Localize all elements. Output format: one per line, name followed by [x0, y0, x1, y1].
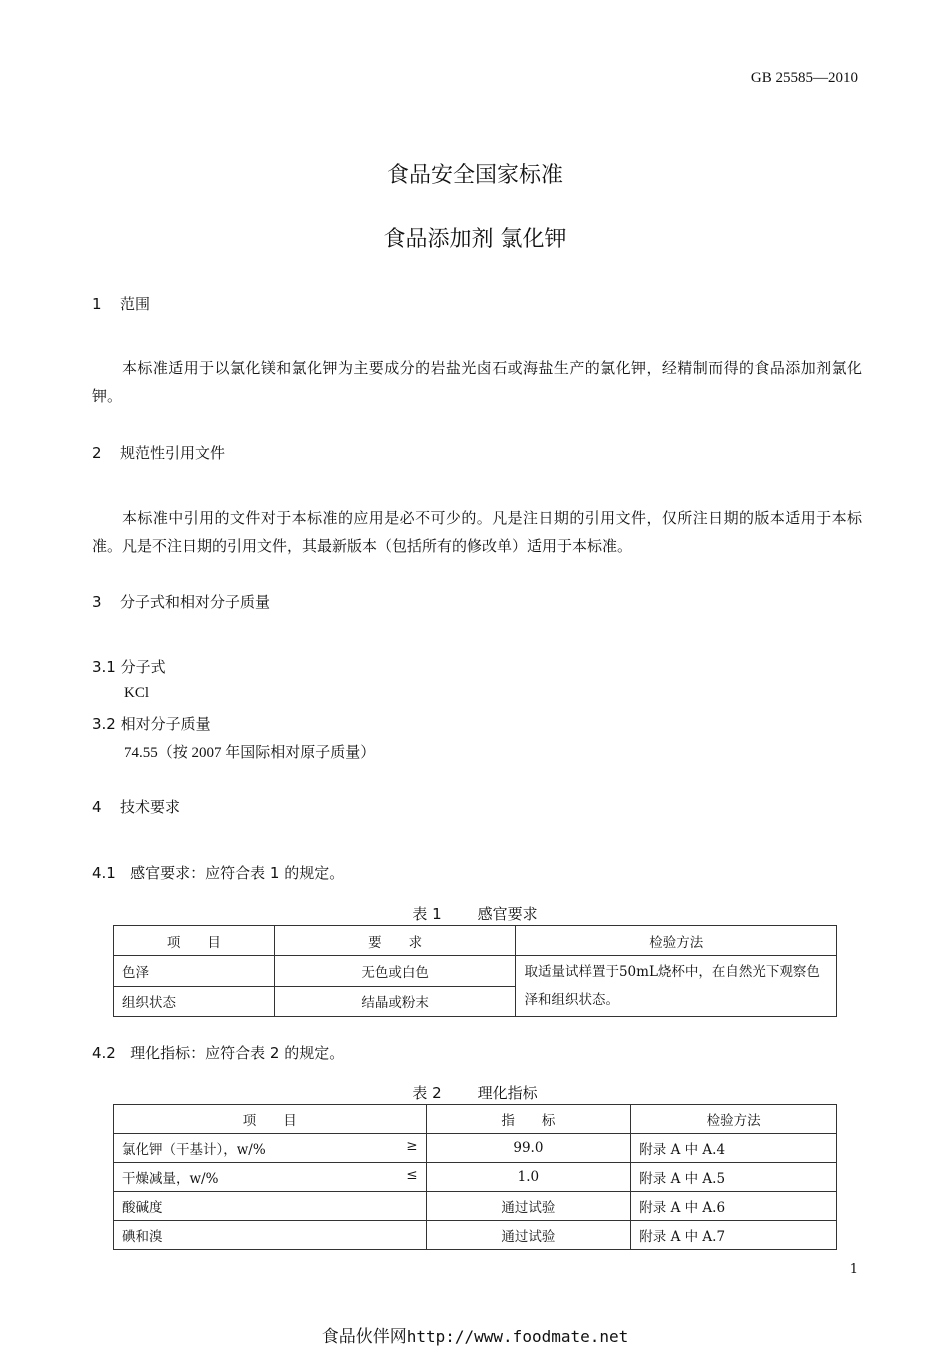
table-row	[114, 956, 837, 987]
table-cell	[114, 1192, 427, 1221]
sensory-requirements-table	[113, 925, 837, 1017]
table-number: 表 1	[412, 905, 442, 923]
table-cell: 99.0	[426, 1134, 631, 1163]
table-cell: 1.0	[426, 1163, 631, 1192]
table-header-row	[114, 926, 837, 956]
item-name: 干燥减量，w/%	[122, 1171, 219, 1187]
document-subtitle: 食品添加剂 氯化钾	[383, 227, 567, 252]
table-cell	[114, 1134, 427, 1163]
molecular-mass: 74.55（按 2007 年国际相对原子质量）	[124, 745, 376, 761]
table-cell	[114, 1163, 427, 1192]
table-cell: 色泽	[114, 956, 275, 987]
section-1-heading	[92, 293, 150, 314]
comparison-symbol: ≥	[406, 1138, 418, 1154]
table-title: 理化指标	[477, 1084, 538, 1102]
footer-site-name: 食品伙伴网	[321, 1327, 407, 1347]
section-number: 4	[92, 798, 102, 816]
table-header-cell: 项 目	[114, 926, 275, 956]
section-4-heading	[92, 796, 180, 817]
table-header-cell: 检验方法	[516, 926, 837, 956]
table-header-cell: 要 求	[274, 926, 516, 956]
table-row	[114, 1163, 837, 1192]
section-2-heading	[92, 442, 225, 463]
section-title: 规范性引用文件	[120, 444, 226, 462]
table-cell: 附录 A 中 A.5	[631, 1163, 837, 1192]
section-title: 分子式和相对分子质量	[120, 593, 271, 611]
page-number: 1	[849, 1262, 858, 1277]
table-cell	[114, 1221, 427, 1250]
table-row	[114, 1134, 837, 1163]
subsection-4-2-heading: 4.2 理化指标：应符合表 2 的规定。	[92, 1044, 345, 1062]
section-number: 2	[92, 444, 102, 462]
section-1-paragraph: 本标准适用于以氯化镁和氯化钾为主要成分的岩盐光卤石或海盐生产的氯化钾，经精制而得的食品添加剂氯化钾。	[92, 359, 862, 405]
item-name: 碘和溴	[122, 1229, 163, 1245]
table-header-cell: 检验方法	[631, 1105, 837, 1134]
table-title: 感官要求	[477, 905, 538, 923]
subsection-3-2-heading: 3.2 相对分子质量	[92, 715, 211, 733]
table-cell: 无色或白色	[274, 956, 516, 987]
footer-watermark	[0, 1322, 950, 1347]
molecular-formula: KCl	[124, 685, 150, 701]
comparison-symbol: ≤	[406, 1167, 418, 1183]
section-title: 技术要求	[120, 798, 181, 816]
table-cell: 附录 A 中 A.4	[631, 1134, 837, 1163]
table-cell: 附录 A 中 A.6	[631, 1192, 837, 1221]
item-name: 氯化钾（干基计），w/%	[122, 1142, 266, 1158]
table-header-cell: 指 标	[426, 1105, 631, 1134]
table-cell: 组织状态	[114, 986, 275, 1017]
section-title: 范围	[120, 295, 151, 313]
footer-url-link[interactable]: http://www.foodmate.net	[406, 1327, 629, 1346]
section-number: 3	[92, 593, 102, 611]
document-title: 食品安全国家标准	[386, 163, 563, 188]
standard-code: GB 25585—2010	[750, 70, 858, 86]
table-cell: 附录 A 中 A.7	[631, 1221, 837, 1250]
table-cell-method: 取适量试样置于50mL烧杯中，在自然光下观察色泽和组织状态。	[516, 956, 837, 1017]
physicochemical-indicators-table	[113, 1104, 837, 1250]
table-1-caption	[0, 903, 950, 924]
section-3-heading	[92, 591, 270, 612]
table-header-row	[114, 1105, 837, 1134]
table-row	[114, 1221, 837, 1250]
table-header-cell: 项 目	[114, 1105, 427, 1134]
table-2-caption	[0, 1082, 950, 1103]
table-cell: 结晶或粉末	[274, 986, 516, 1017]
section-number: 1	[92, 295, 102, 313]
table-row	[114, 1192, 837, 1221]
table-number: 表 2	[412, 1084, 442, 1102]
item-name: 酸碱度	[122, 1200, 163, 1216]
table-cell: 通过试验	[426, 1192, 631, 1221]
subsection-4-1-heading: 4.1 感官要求：应符合表 1 的规定。	[92, 864, 345, 882]
table-cell: 通过试验	[426, 1221, 631, 1250]
subsection-3-1-heading: 3.1 分子式	[92, 658, 166, 676]
section-2-paragraph: 本标准中引用的文件对于本标准的应用是必不可少的。凡是注日期的引用文件，仅所注日期的版本适用于本标准。凡是不注日期的引用文件，其最新版本（包括所有的修改单）适用于本标准。	[92, 509, 862, 555]
